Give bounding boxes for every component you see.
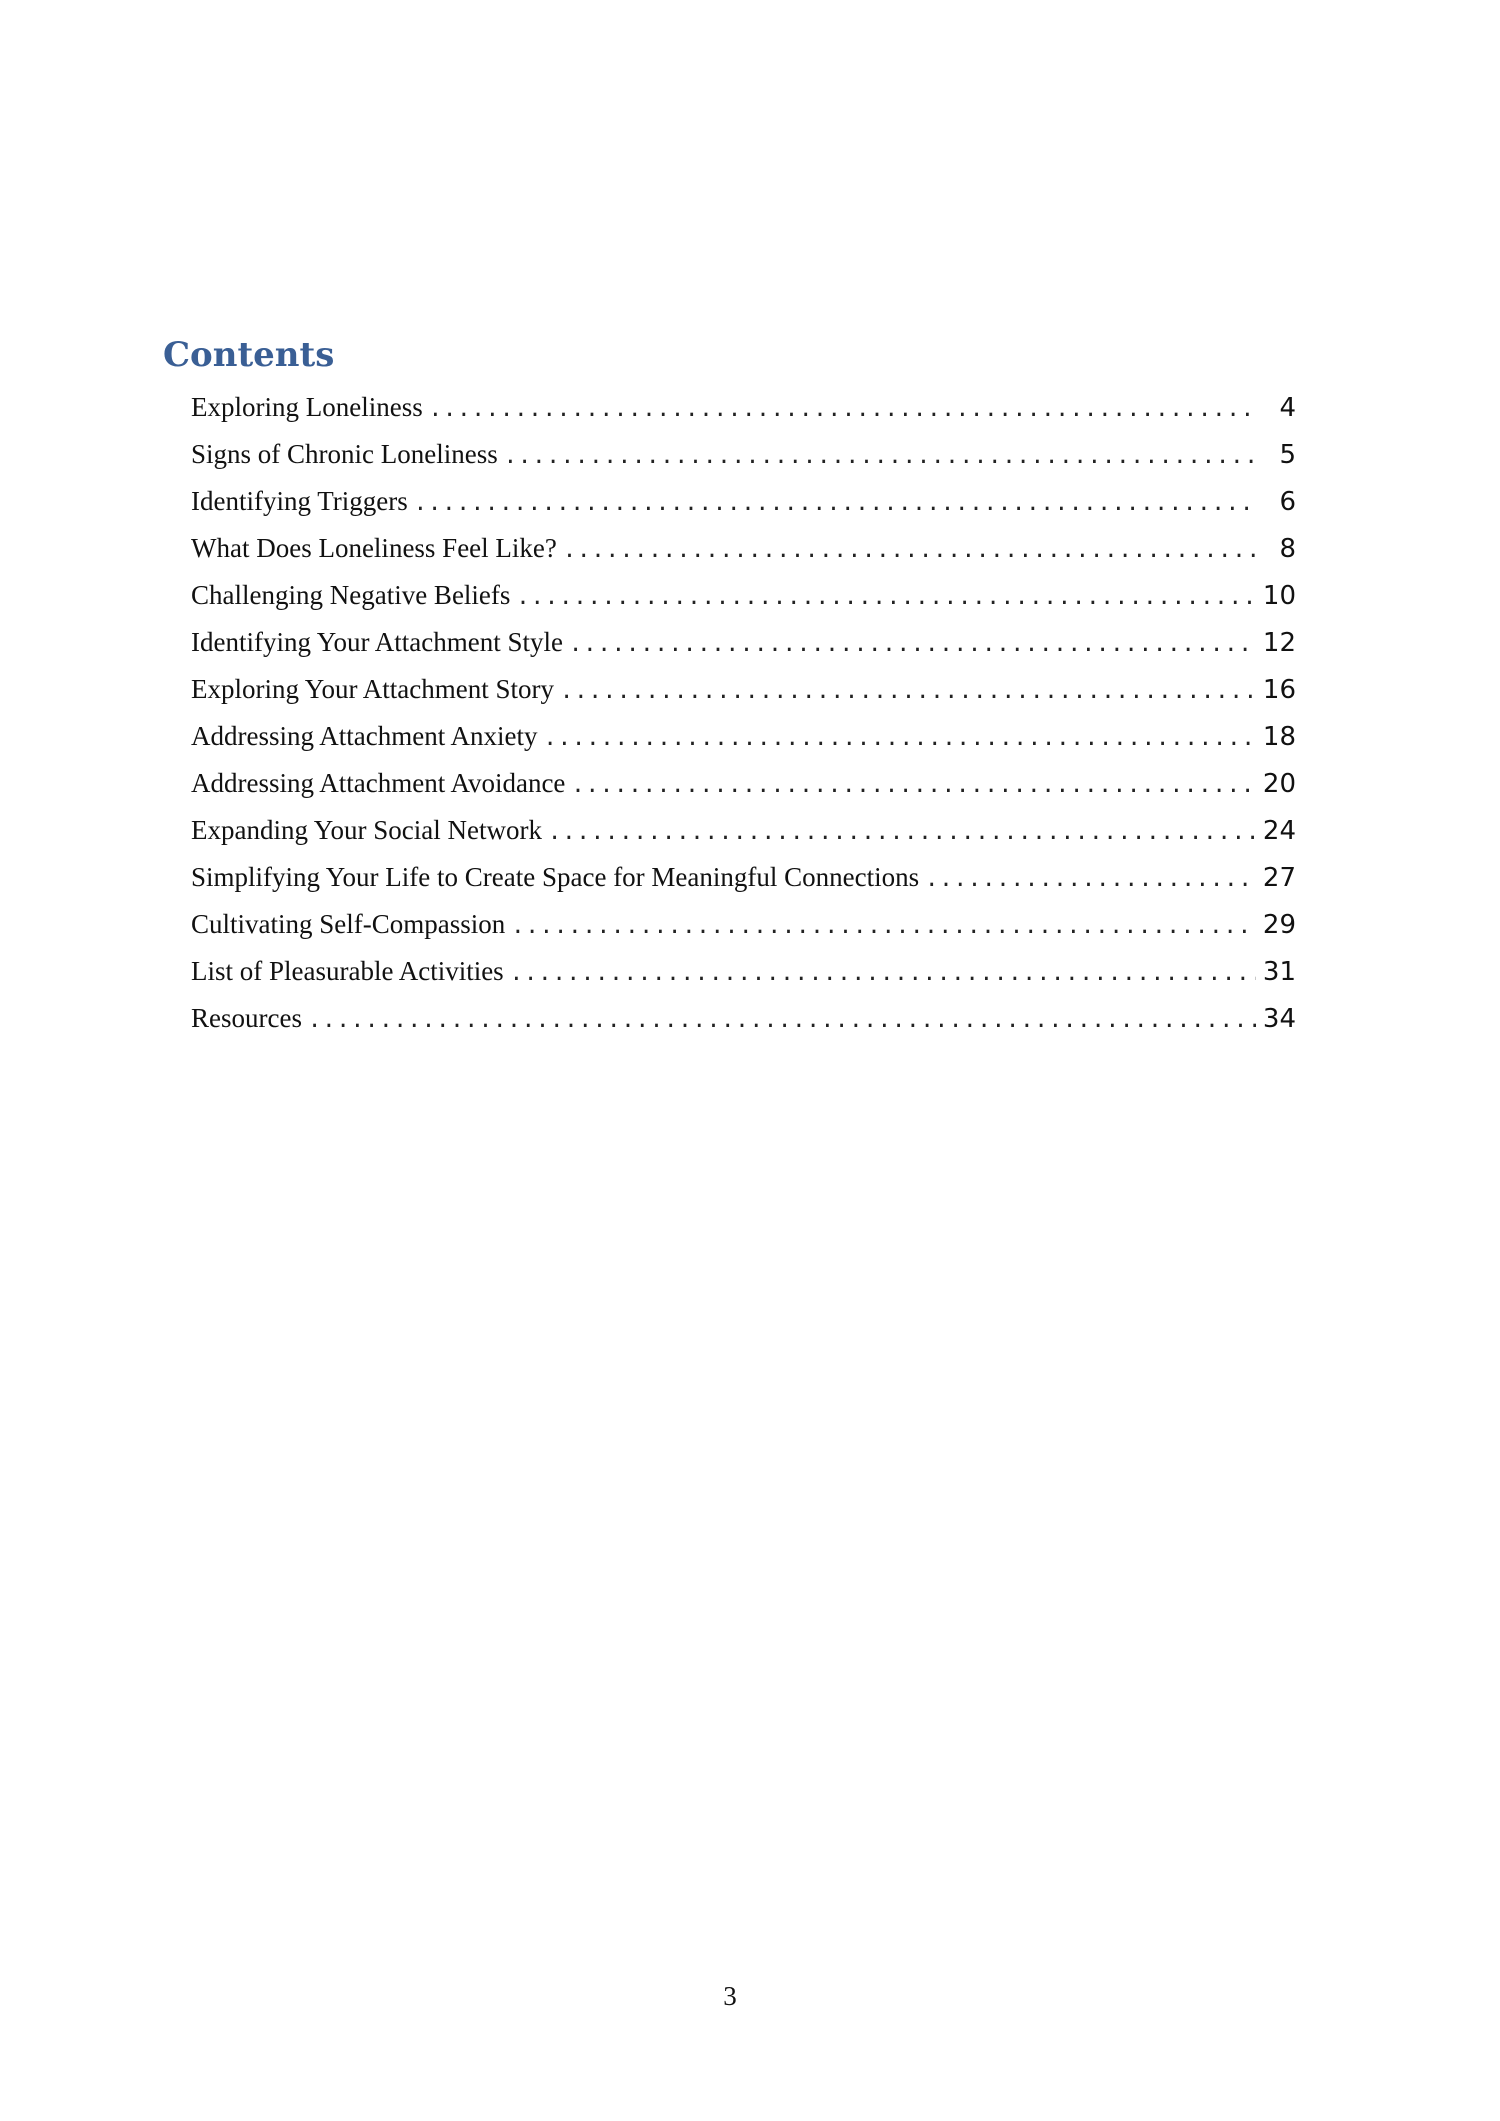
toc-entry[interactable] [191, 619, 1296, 666]
toc-entry-title: List of Pleasurable Activities [191, 956, 504, 986]
dot-leader [548, 809, 1256, 854]
toc-entry[interactable] [191, 431, 1296, 478]
toc-entry-page: 5 [1279, 440, 1296, 470]
toc-entry-page: 6 [1279, 487, 1296, 517]
contents-heading: Contents [163, 335, 335, 375]
toc-entry[interactable] [191, 901, 1296, 948]
toc-entry-page: 20 [1262, 769, 1296, 799]
page-number: 3 [723, 1981, 737, 2011]
dot-leader [571, 762, 1256, 807]
toc-entry[interactable] [191, 854, 1296, 901]
toc-list [191, 384, 1296, 1042]
dot-leader [543, 715, 1256, 760]
toc-entry-page: 29 [1262, 910, 1296, 940]
toc-entry[interactable] [191, 713, 1296, 760]
toc-entry[interactable] [191, 807, 1296, 854]
dot-leader [414, 480, 1256, 525]
toc-entry-page: 18 [1262, 722, 1296, 752]
toc-entry-title: What Does Loneliness Feel Like? [191, 533, 557, 563]
dot-leader [569, 621, 1256, 666]
toc-entry-page: 31 [1262, 957, 1296, 987]
toc-entry-title: Challenging Negative Beliefs [191, 580, 511, 610]
toc-entry-title: Signs of Chronic Loneliness [191, 439, 498, 469]
dot-leader [563, 527, 1256, 572]
toc-entry[interactable] [191, 525, 1296, 572]
dot-leader [504, 433, 1256, 478]
toc-entry[interactable] [191, 666, 1296, 713]
toc-entry-page: 27 [1262, 863, 1296, 893]
toc-entry-page: 10 [1262, 581, 1296, 611]
dot-leader [308, 997, 1256, 1042]
dot-leader [510, 950, 1256, 995]
toc-entry-title: Cultivating Self-Compassion [191, 909, 506, 939]
toc-entry[interactable] [191, 948, 1296, 995]
toc-entry[interactable] [191, 478, 1296, 525]
toc-entry-title: Identifying Your Attachment Style [191, 627, 563, 657]
dot-leader [925, 856, 1256, 901]
toc-entry-title: Exploring Your Attachment Story [191, 674, 554, 704]
toc-entry-page: 16 [1262, 675, 1296, 705]
toc-entry-title: Expanding Your Social Network [191, 815, 542, 845]
toc-entry-title: Resources [191, 1003, 302, 1033]
dot-leader [560, 668, 1256, 713]
dot-leader [516, 574, 1256, 619]
toc-entry-page: 34 [1262, 1004, 1296, 1034]
toc-entry-title: Simplifying Your Life to Create Space for Meaningful Connections [191, 862, 920, 892]
toc-entry[interactable] [191, 572, 1296, 619]
toc-entry-title: Identifying Triggers [191, 486, 408, 516]
toc-entry[interactable] [191, 384, 1296, 431]
toc-entry-title: Exploring Loneliness [191, 392, 423, 422]
toc-entry[interactable] [191, 760, 1296, 807]
toc-entry-page: 12 [1262, 628, 1296, 658]
toc-entry-page: 8 [1279, 534, 1296, 564]
toc-entry-page: 4 [1279, 393, 1296, 423]
toc-entry[interactable] [191, 995, 1296, 1042]
toc-entry-title: Addressing Attachment Anxiety [191, 721, 538, 751]
dot-leader [511, 903, 1256, 948]
toc-entry-page: 24 [1262, 816, 1296, 846]
dot-leader [429, 386, 1256, 431]
toc-entry-title: Addressing Attachment Avoidance [191, 768, 566, 798]
